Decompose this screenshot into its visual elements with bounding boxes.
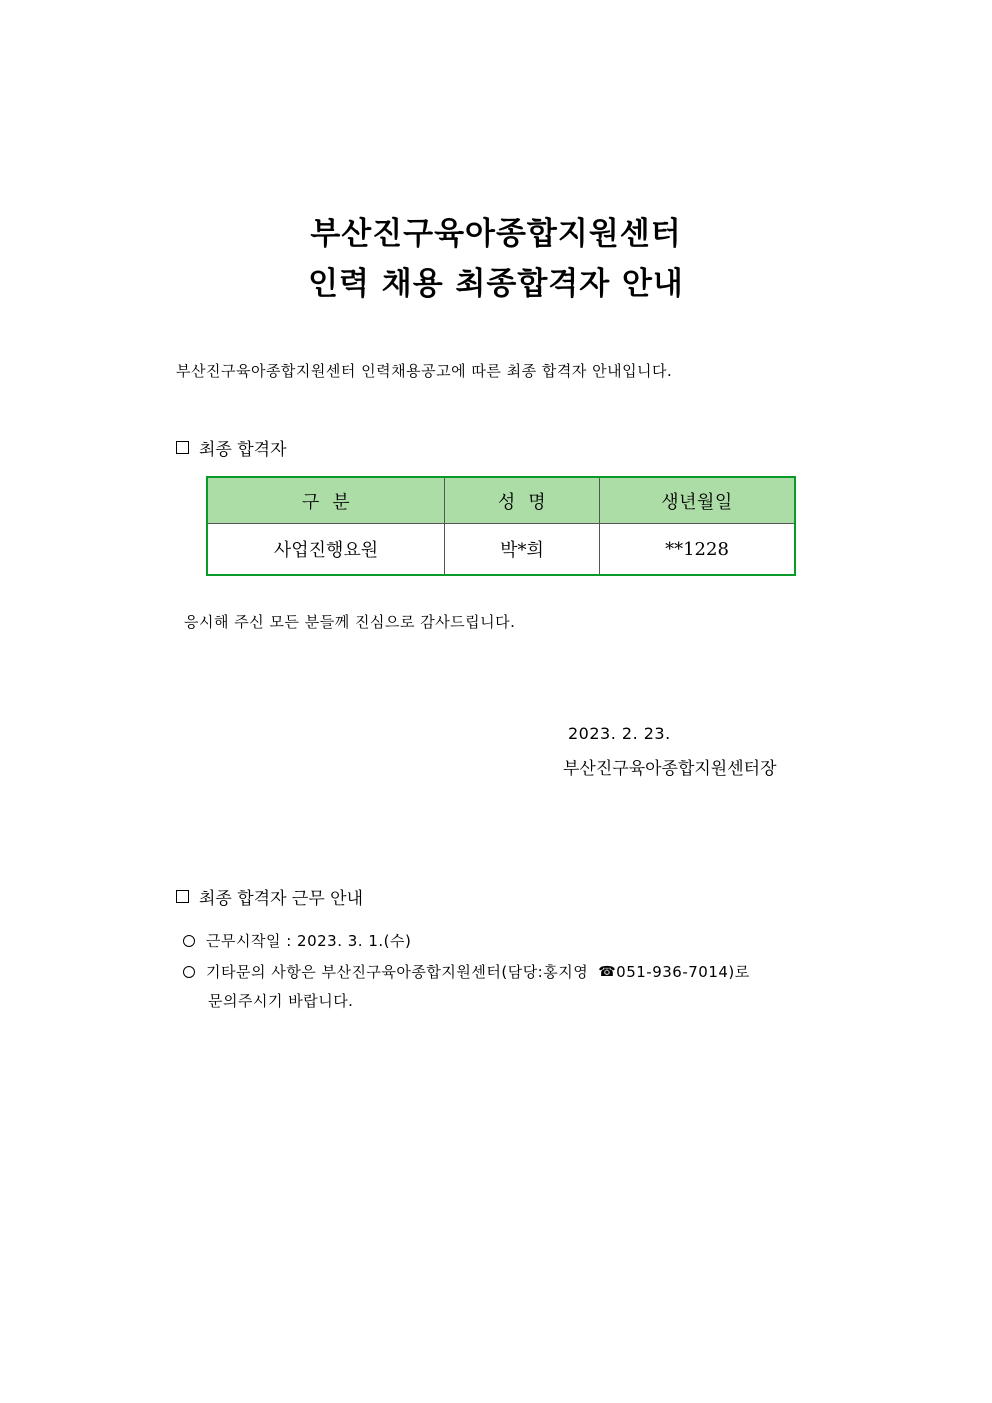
section-heading-label: 최종 합격자 (199, 440, 287, 460)
list-item-start-date (183, 930, 411, 951)
table-header-birthdate: 생년월일 (600, 477, 796, 524)
list-item-contact (183, 961, 750, 982)
circle-bullet-icon (183, 935, 195, 947)
document-date: 2023. 2. 23. (568, 724, 671, 743)
table-cell-birthdate: **1228 (600, 524, 796, 576)
section-heading-label: 최종 합격자 근무 안내 (199, 889, 364, 909)
table-row (207, 524, 795, 576)
table-header-row (207, 477, 795, 524)
thanks-text: 응시해 주신 모든 분들께 진심으로 감사드립니다. (184, 613, 516, 631)
result-table (206, 476, 796, 576)
table-header-category: 구 분 (207, 477, 445, 524)
checkbox-icon (176, 441, 189, 454)
checkbox-icon (176, 890, 189, 903)
table-cell-category: 사업진행요원 (207, 524, 445, 576)
document-title-line1: 부산진구육아종합지원센터 (310, 216, 682, 252)
circle-bullet-icon (183, 966, 195, 978)
signer-name: 부산진구육아종합지원센터장 (563, 759, 777, 779)
section-heading-work-info (176, 884, 363, 909)
table-cell-name: 박*희 (445, 524, 600, 576)
intro-text: 부산진구육아종합지원센터 인력채용공고에 따른 최종 합격자 안내입니다. (176, 362, 673, 380)
section-heading-final-passers (176, 435, 287, 460)
document-title-line2: 인력 채용 최종합격자 안내 (308, 266, 684, 302)
list-item-text: 근무시작일 : 2023. 3. 1.(수) (206, 932, 412, 950)
phone-number: 051-936-7014)로 (616, 963, 750, 981)
list-item-text: 기타문의 사항은 부산진구육아종합지원센터(담당:홍지영 (206, 963, 589, 981)
phone-icon: ☎ (598, 963, 617, 980)
table-header-name: 성 명 (445, 477, 600, 524)
list-item-continuation: 문의주시기 바랍니다. (208, 992, 354, 1010)
